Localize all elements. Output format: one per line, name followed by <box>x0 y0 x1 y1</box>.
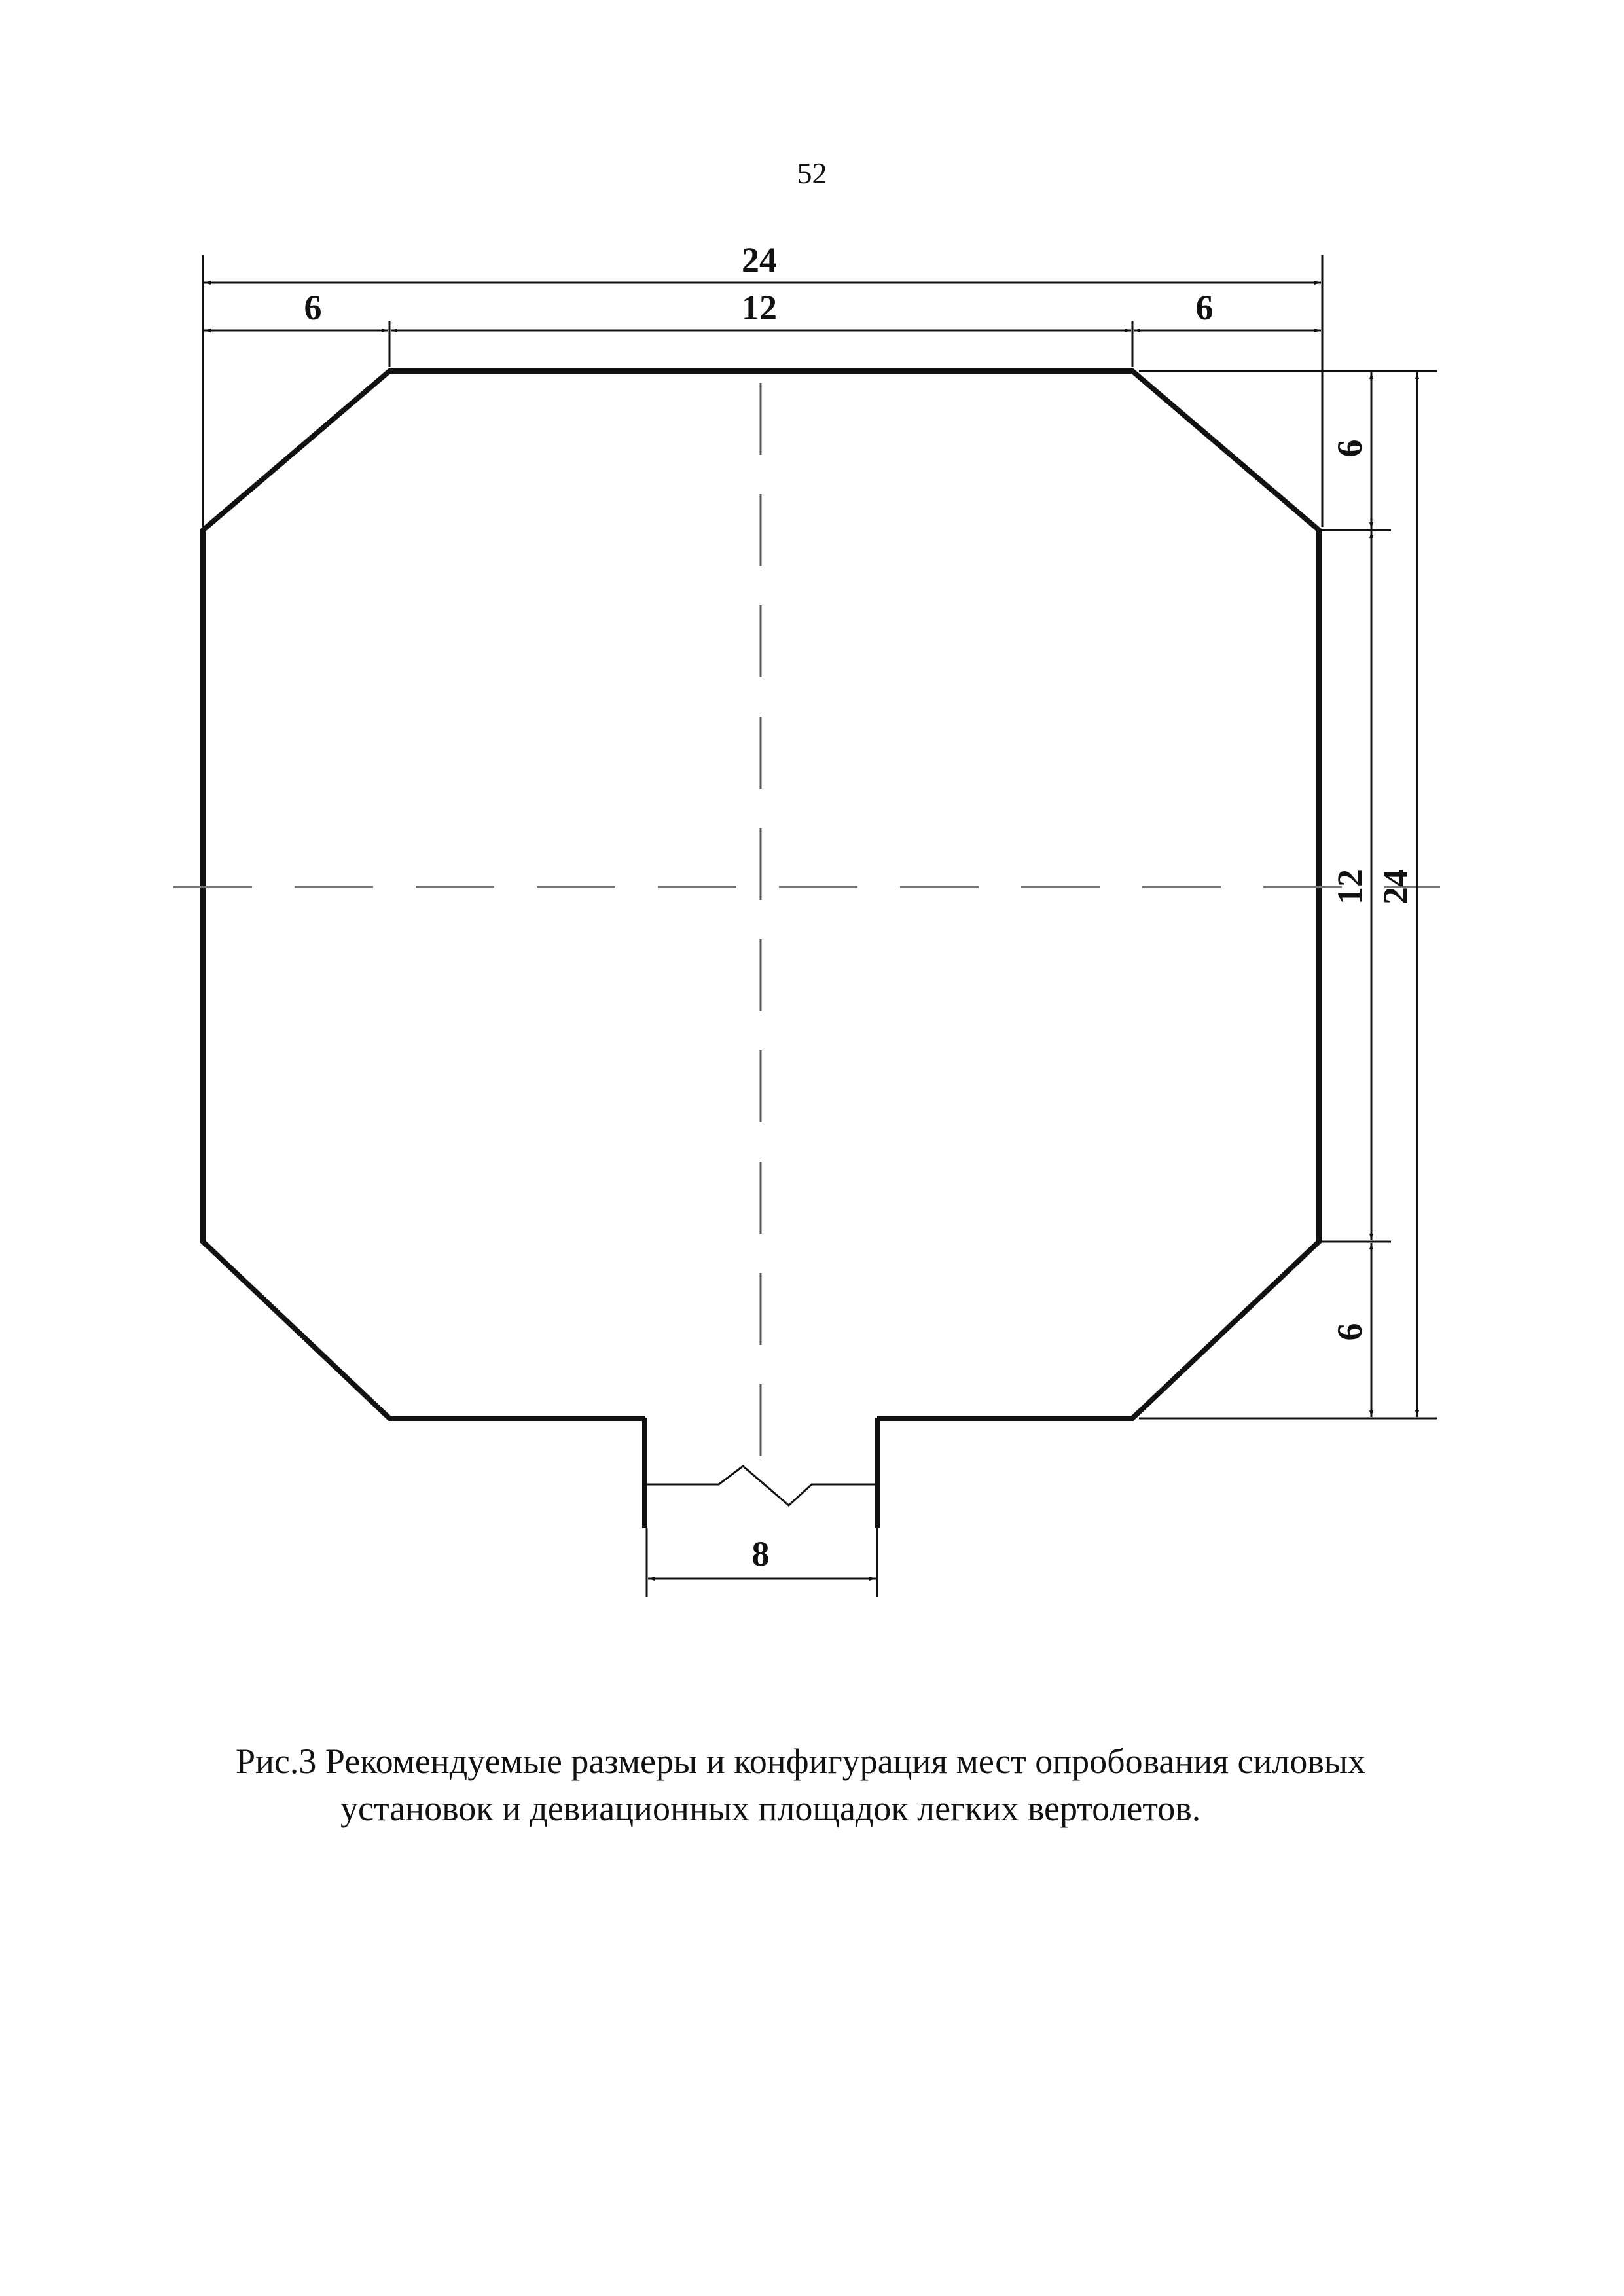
dim-total-width: 24 <box>742 240 777 279</box>
dim-middle-height: 12 <box>1330 869 1369 905</box>
dim-bottom-segment: 6 <box>1330 1323 1369 1341</box>
dim-entry-width: 8 <box>751 1534 770 1573</box>
dim-total-height: 24 <box>1376 869 1415 905</box>
dim-middle-segment: 12 <box>742 288 777 327</box>
entry-break-line <box>645 1466 877 1505</box>
caption-line-1: Рис.3 Рекомендуемые размеры и конфигурация мест опробования силовых <box>236 1742 1366 1781</box>
page-number: 52 <box>797 156 827 190</box>
dim-right-segment: 6 <box>1195 288 1214 327</box>
dim-top-segment: 6 <box>1330 439 1369 457</box>
caption-line-2: установок и девиационных площадок легких вертолетов. <box>340 1789 1201 1828</box>
dim-left-segment: 6 <box>304 288 322 327</box>
